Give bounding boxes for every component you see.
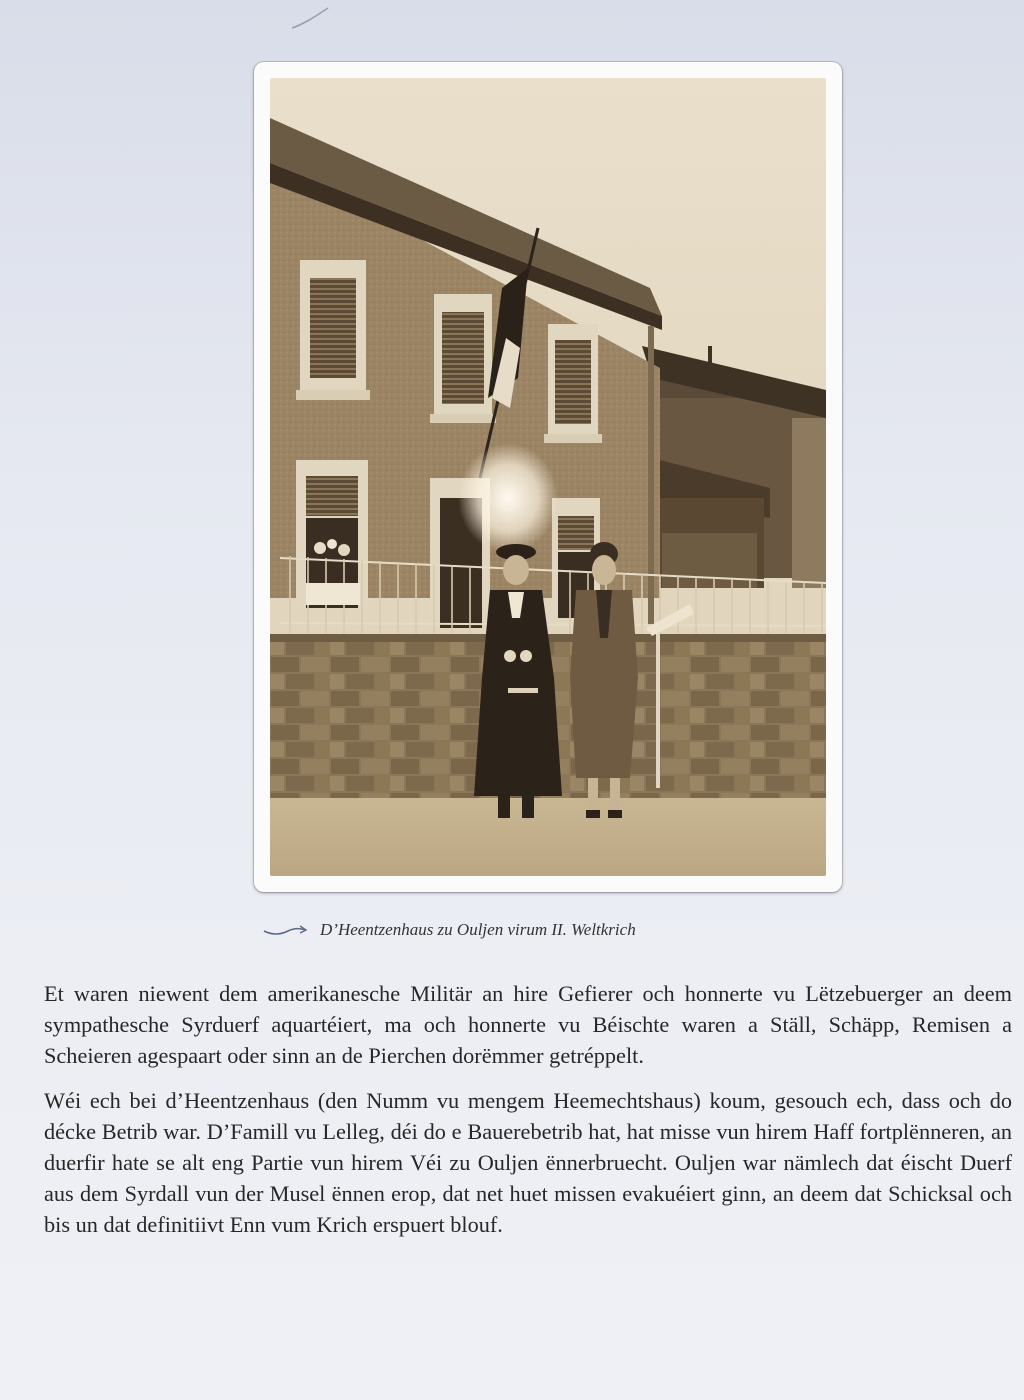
- photo-caption: [262, 918, 782, 942]
- paragraph: Et waren niewent dem amerikanesche Militär an hire Gefierer och honnerte vu Lëtzebuerger an deem sympathesche Syrduerf aquartéiert, ma och honnerte vu Béischte waren a Ställ, Schäpp, Remisen a Scheieren agespaart oder sinn an de Pierchen dorëmmer getréppelt.: [44, 981, 1012, 1068]
- article-body: [44, 978, 1012, 1254]
- photo-illustration: [270, 78, 826, 876]
- caption-text: D’Heentzenhaus zu Ouljen virum II. Weltkrich: [320, 920, 636, 939]
- paragraph: Wéi ech bei d’Heentzenhaus (den Numm vu mengem Heemechtshaus) koum, gesouch ech, dass och do décke Betrib war. D’Famill vu Lelleg, déi do e Bauerebetrib hat, hat misse vun hirem Haff fortplënneren, an duerfir hate se alt eng Partie vun hirem Véi zu Ouljen ënnerbruecht. Ouljen war nämlech dat éischt Duerf aus dem Syrdall vun der Musel ënnen erop, dat net huet missen evakuéiert ginn, an deem dat Schicksal och bis un dat definitiivt Enn vum Krich erspuert blouf.: [44, 1088, 1012, 1237]
- caption-swash-icon: [262, 923, 308, 937]
- photo-frame: [254, 62, 842, 892]
- historic-house-photo: [270, 78, 826, 876]
- scratch-mark: [290, 6, 330, 32]
